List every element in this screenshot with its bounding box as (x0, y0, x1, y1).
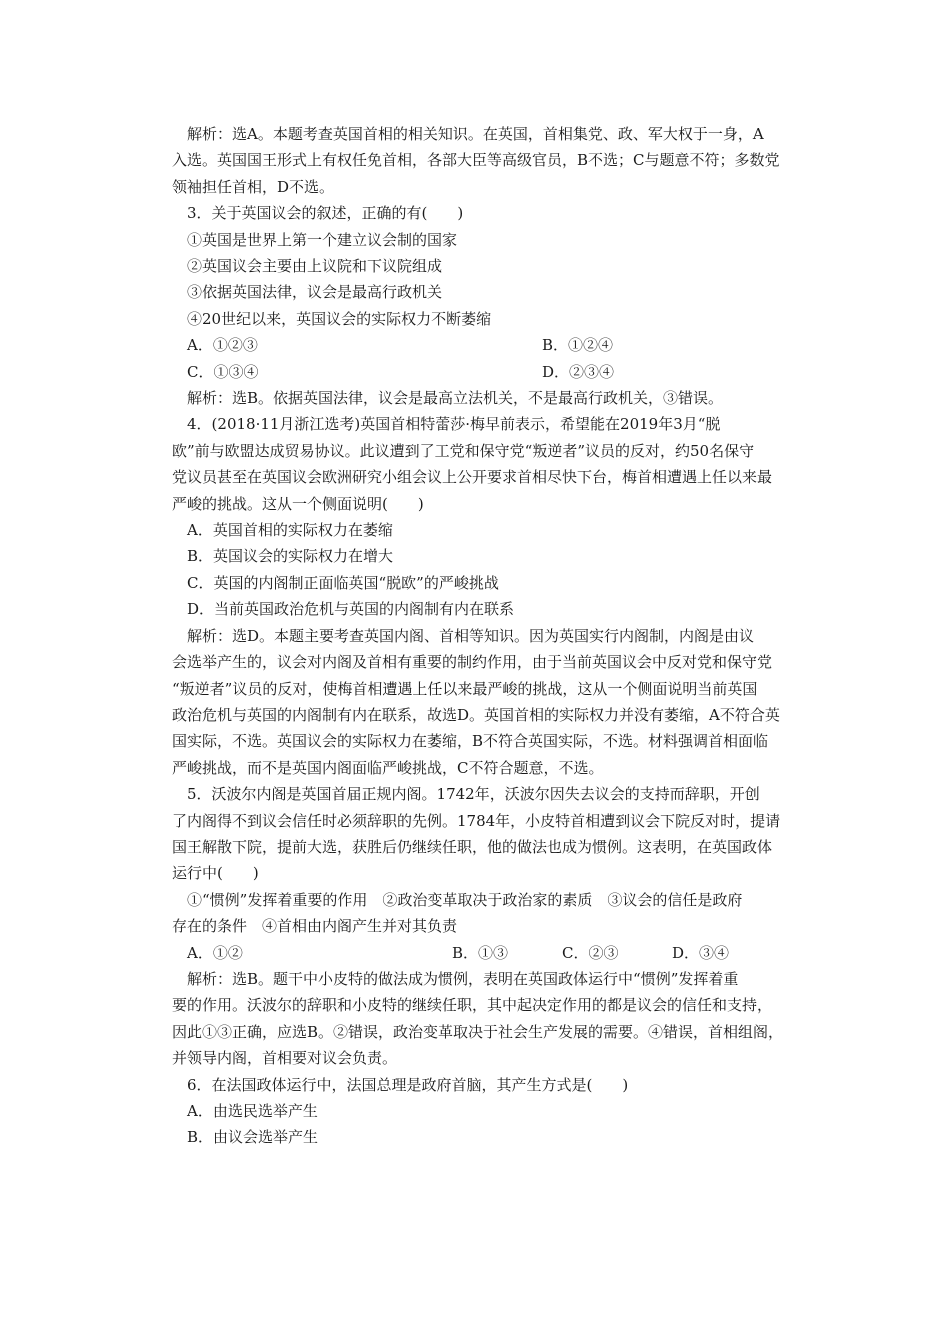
question-stem: 3．关于英国议会的叙述，正确的有( ) (187, 204, 464, 223)
statement-item: ④20世纪以来，英国议会的实际权力不断萎缩 (187, 309, 492, 328)
choice-d: D．当前英国政治危机与英国的内阁制有内在联系 (187, 600, 515, 619)
question-stem: 国王解散下院，提前大选，获胜后仍继续任职，他的做法也成为惯例。这表明，在英国政体 (172, 837, 773, 856)
choice-b: B．由议会选举产生 (187, 1128, 319, 1147)
analysis-line: 解析：选D。本题主要考查英国内阁、首相等知识。因为英国实行内阁制，内阁是由议 (187, 626, 755, 645)
statement-item: ①英国是世界上第一个建立议会制的国家 (187, 230, 458, 249)
choice-b: B．①②④ (542, 336, 614, 355)
question-stem: 了内阁得不到议会信任时必须辞职的先例。1784年，小皮特首相遭到议会下院反对时，提请 (172, 811, 781, 830)
choice-c: C．英国的内阁制正面临英国“脱欧”的严峻挑战 (187, 573, 499, 592)
document-body (172, 121, 822, 1151)
analysis-line: 并领导内阁，首相要对议会负责。 (172, 1049, 398, 1068)
statement-items: ①“惯例”发挥着重要的作用 ②政治变革取决于政治家的素质 ③议会的信任是政府 (187, 890, 743, 909)
question-6 (172, 1072, 822, 1151)
analysis-line: 严峻挑战，而不是英国内阁面临严峻挑战，C不符合题意，不选。 (172, 758, 604, 777)
analysis-line: “叛逆者”议员的反对，使梅首相遭遇上任以来最严峻的挑战，这从一个侧面说明当前英国 (172, 679, 758, 698)
analysis-line: 解析：选B。题干中小皮特的做法成为惯例，表明在英国政体运行中“惯例”发挥着重 (187, 969, 739, 988)
question-stem: 严峻的挑战。这从一个侧面说明( ) (172, 494, 424, 513)
choice-a: A．①② (187, 943, 243, 962)
choice-c: C．②③ (562, 943, 619, 962)
analysis-line: 会选举产生的，议会对内阁及首相有重要的制约作用，由于当前英国议会中反对党和保守党 (172, 653, 773, 672)
analysis-line: 解析：选A。本题考查英国首相的相关知识。在英国，首相集党、政、军大权于一身，A (187, 125, 764, 143)
choice-c: C．①③④ (187, 362, 259, 381)
analysis-line: 入选。英国国王形式上有权任免首相，各部大臣等高级官员，B不选；C与题意不符；多数党 (172, 151, 780, 170)
choice-row (172, 359, 822, 385)
question-5 (172, 781, 822, 1071)
question-stem: 6．在法国政体运行中，法国总理是政府首脑，其产生方式是( ) (187, 1075, 629, 1094)
question-stem: 欧”前与欧盟达成贸易协议。此议遭到了工党和保守党“叛逆者”议员的反对，约50名保守 (172, 441, 755, 460)
choice-row (172, 940, 822, 966)
question-stem: 4．(2018·11月浙江选考)英国首相特蕾莎·梅早前表示，希望能在2019年3月“脱 (187, 415, 721, 434)
choice-row (172, 332, 822, 358)
choice-b: B．①③ (452, 943, 509, 962)
choice-a: A．①②③ (187, 336, 258, 355)
choice-d: D．②③④ (542, 362, 615, 381)
question-4 (172, 411, 822, 781)
statement-item: ③依据英国法律，议会是最高行政机关 (187, 283, 443, 302)
analysis-line: 要的作用。沃波尔的辞职和小皮特的继续任职，其中起决定作用的都是议会的信任和支持， (172, 996, 773, 1015)
choice-a: A．由选民选举产生 (187, 1101, 318, 1120)
choice-d: D．③④ (672, 943, 730, 962)
analysis-line: 领袖担任首相，D不选。 (172, 177, 335, 196)
question-stem: 5．沃波尔内阁是英国首届正规内阁。1742年，沃波尔因失去议会的支持而辞职，开创 (187, 785, 760, 804)
statement-items: 存在的条件 ④首相由内阁产生并对其负责 (172, 917, 458, 936)
question-3 (172, 200, 822, 411)
q2-analysis (172, 121, 822, 200)
analysis-line: 国实际，不选。英国议会的实际权力在萎缩，B不符合英国实际，不选。材料强调首相面临 (172, 732, 769, 751)
analysis-line: 政治危机与英国的内阁制有内在联系，故选D。英国首相的实际权力并没有萎缩，A不符合英 (172, 705, 780, 724)
statement-item: ②英国议会主要由上议院和下议院组成 (187, 257, 443, 276)
choice-a: A．英国首相的实际权力在萎缩 (187, 521, 393, 540)
choice-b: B．英国议会的实际权力在增大 (187, 547, 394, 566)
analysis-line: 解析：选B。依据英国法律，议会是最高立法机关，不是最高行政机关，③错误。 (187, 389, 724, 408)
analysis-line: 因此①③正确，应选B。②错误，政治变革取决于社会生产发展的需要。④错误，首相组阁， (172, 1022, 784, 1041)
question-stem: 运行中( ) (172, 864, 259, 883)
question-stem: 党议员甚至在英国议会欧洲研究小组会议上公开要求首相尽快下台，梅首相遭遇上任以来最 (172, 468, 773, 487)
